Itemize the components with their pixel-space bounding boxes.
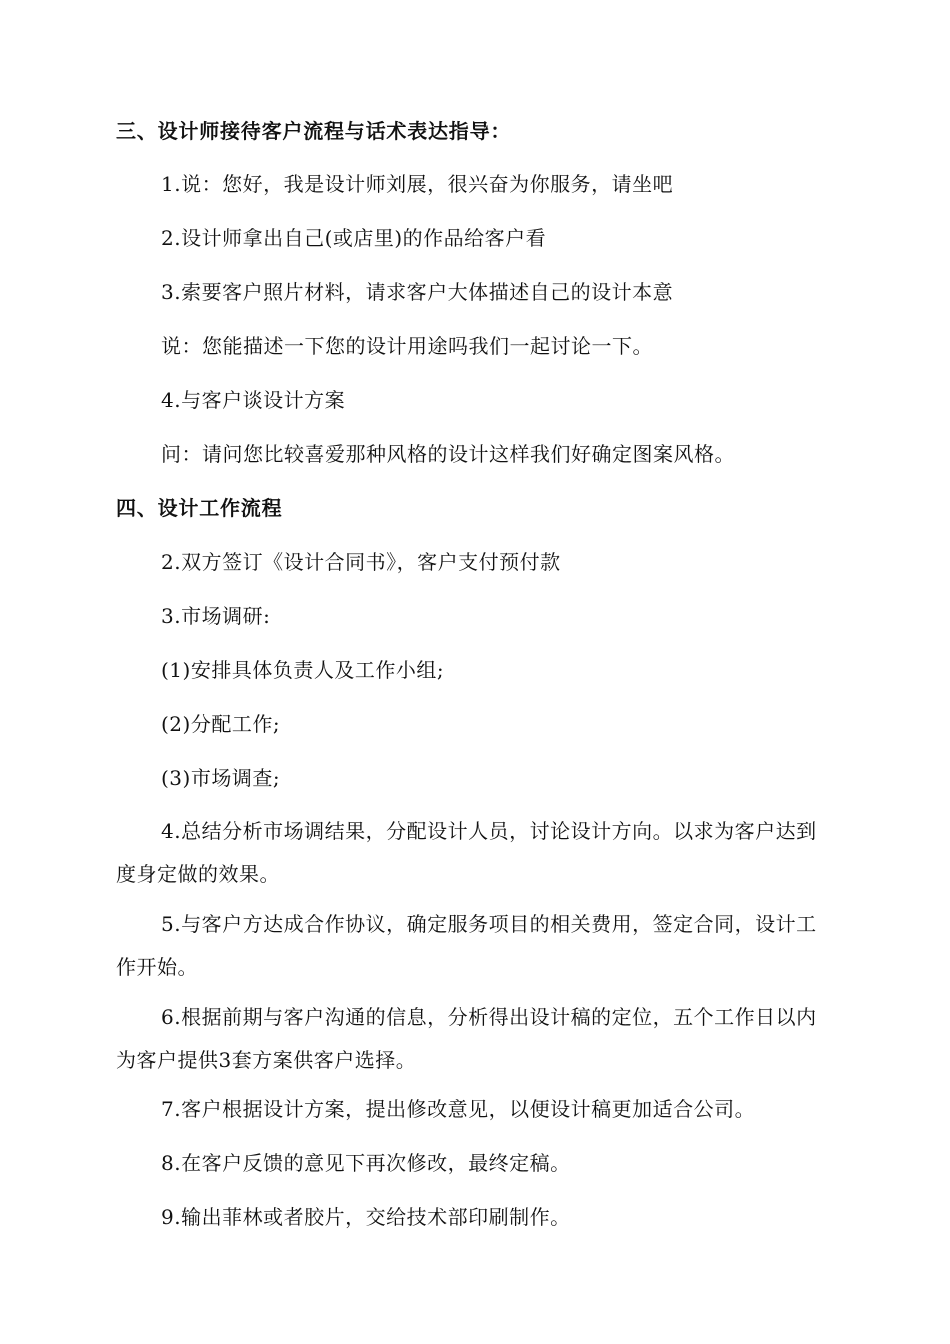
list-item: 6.根据前期与客户沟通的信息，分析得出设计稿的定位，五个工作日以内为客户提供3套方案供客户选择。	[116, 1005, 817, 1072]
list-item: 说：您能描述一下您的设计用途吗我们一起讨论一下。	[161, 334, 653, 358]
list-item: 9.输出菲林或者胶片，交给技术部印刷制作。	[161, 1205, 571, 1229]
list-item: (2)分配工作;	[161, 712, 281, 736]
section-heading-reception: 三、设计师接待客户流程与话术表达指导：	[116, 119, 512, 143]
list-item: 7.客户根据设计方案，提出修改意见，以便设计稿更加适合公司。	[161, 1097, 756, 1121]
list-item: 2.双方签订《设计合同书》，客户支付预付款	[161, 550, 561, 574]
list-item: (1)安排具体负责人及工作小组;	[161, 658, 445, 682]
list-item: 3.市场调研:	[161, 604, 271, 628]
list-item: (3)市场调查;	[161, 766, 281, 790]
list-item: 1.说：您好，我是设计师刘展，很兴奋为你服务，请坐吧	[161, 172, 674, 196]
list-item: 5.与客户方达成合作协议，确定服务项目的相关费用，签定合同，设计工作开始。	[116, 912, 817, 979]
list-item: 问：请问您比较喜爱那种风格的设计这样我们好确定图案风格。	[161, 442, 735, 466]
list-item: 4.总结分析市场调结果，分配设计人员，讨论设计方向。以求为客户达到度身定做的效果。	[116, 819, 817, 886]
section-heading-workflow: 四、设计工作流程	[116, 496, 283, 520]
list-item: 2.设计师拿出自己(或店里)的作品给客户看	[161, 226, 547, 250]
list-item: 3.索要客户照片材料，请求客户大体描述自己的设计本意	[161, 280, 674, 304]
list-item: 8.在客户反馈的意见下再次修改，最终定稿。	[161, 1151, 571, 1175]
list-item: 4.与客户谈设计方案	[161, 388, 346, 412]
